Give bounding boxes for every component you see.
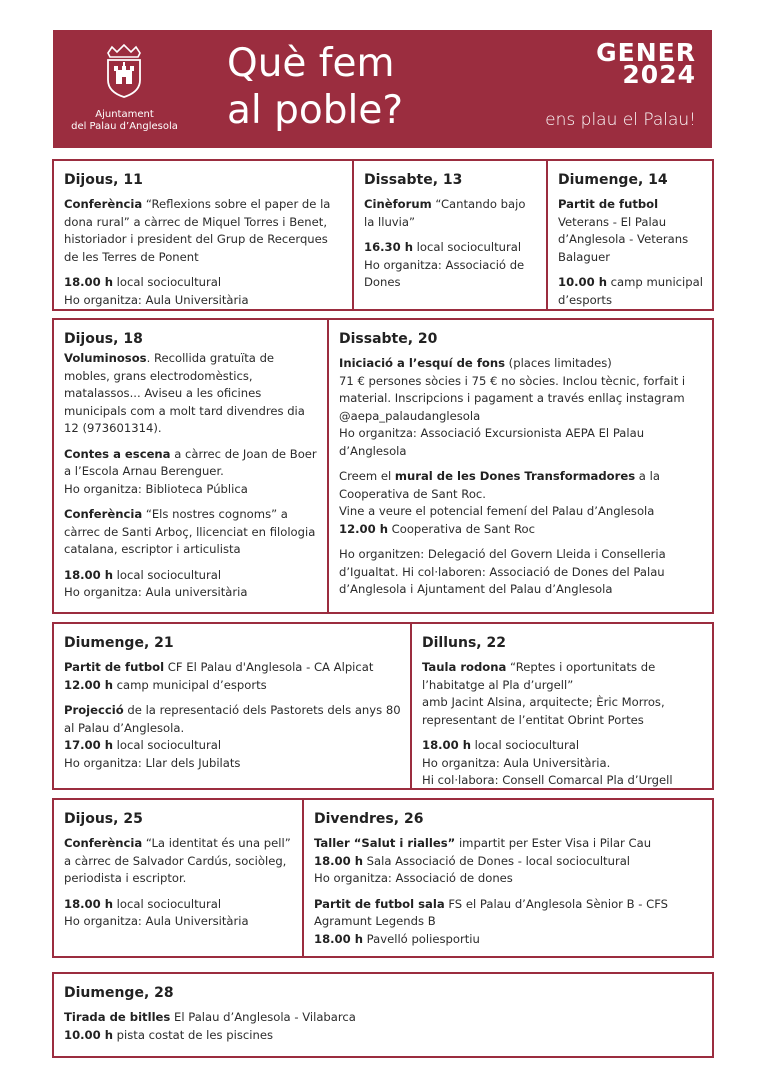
slogan: ens plau el Palau!	[545, 110, 696, 130]
event-text: Contes a escena a càrrec de Joan de Boer a l’Escola Arnau Berenguer. Ho organitza: Biblioteca Pública	[64, 446, 317, 496]
town-name-line2: del Palau d’Anglesola	[71, 121, 178, 132]
day-cell-thursday-18	[54, 320, 327, 612]
town-name	[57, 109, 192, 133]
day-heading: Diumenge, 14	[558, 172, 668, 188]
year-label: 2024	[622, 60, 696, 89]
title-line1: Què fem	[227, 41, 395, 86]
day-heading: Dissabte, 13	[364, 172, 463, 188]
town-crest-icon	[103, 44, 145, 98]
day-cell-sunday-14	[548, 161, 714, 309]
week-row-4	[52, 798, 714, 958]
event-details: 18.00 h local sociocultural Ho organitza: Aula universitària	[64, 567, 248, 599]
day-heading: Dissabte, 20	[339, 331, 438, 347]
event-text: Partit de futbol sala FS el Palau d’Anglesola Sènior B - CFS Agramunt Legends B 18.00 h Pavelló poliesportiu	[314, 896, 669, 946]
event-text: Taller “Salut i rialles” impartit per Ester Visa i Pilar Cau 18.00 h Sala Associació de Dones - local sociocultural Ho organitza: Associació de dones	[314, 836, 652, 885]
event-text: Creem el mural de les Dones Transformadores a la Cooperativa de Sant Roc. Vine a veure el potencial femení del Palau d’Anglesola 12.00 h Cooperativa de Sant Roc	[339, 469, 660, 536]
event-details: 10.00 h camp municipal d’esports	[558, 275, 703, 307]
day-cell-saturday-20	[329, 320, 714, 612]
event-text: Cinèforum “Cantando bajo la lluvia”	[364, 197, 526, 229]
event-organizers: Ho organitzen: Delegació del Govern Lleida i Conselleria d’Igualtat. Hi col·laboren: Associació de Dones del Palau d’Anglesola i Ajuntament del Palau d’Anglesola	[339, 547, 666, 596]
event-text: Iniciació a l’esquí de fons (places limitades) 71 € persones sòcies i 75 € no sòcies. Inclou tècnic, forfait i material. Inscripcions i pagament a través enllaç instagram @aepa_palaudanglesola Ho organitza: Associació Excursionista AEPA El Palau d’Anglesola	[339, 356, 686, 458]
day-heading: Diumenge, 28	[64, 985, 174, 1001]
day-heading: Diumenge, 21	[64, 635, 174, 651]
day-heading: Divendres, 26	[314, 811, 424, 827]
day-cell-sunday-21	[54, 624, 410, 788]
town-name-line1: Ajuntament	[95, 109, 154, 120]
day-heading: Dilluns, 22	[422, 635, 506, 651]
title-line2: al poble?	[227, 88, 404, 133]
event-text: Voluminosos. Recollida gratuïta de mobles, grans electrodomèstics, matalassos... Aviseu a les oficines municipals com a molt tard divendres dia 12 (973601314).	[64, 351, 305, 435]
day-cell-friday-26	[304, 800, 714, 956]
day-cell-thursday-11	[54, 161, 352, 309]
event-details: 18.00 h local sociocultural Ho organitza: Aula Universitària	[64, 896, 249, 928]
week-row-5	[52, 972, 714, 1058]
day-heading: Dijous, 25	[64, 811, 143, 827]
event-details: 18.00 h local sociocultural Ho organitza: Aula Universitària. Hi col·labora: Consell Comarcal Pla d’Urgell	[422, 738, 673, 787]
event-text: Conferència “Reflexions sobre el paper de la dona rural” a càrrec de Miquel Torres i Benet, historiador i president del Grup de Recerques de les Terres de Ponent	[64, 197, 331, 264]
header-banner	[53, 30, 712, 148]
day-heading: Dijous, 18	[64, 331, 143, 347]
day-cell-thursday-25	[54, 800, 302, 956]
event-details: 16.30 h local sociocultural Ho organitza: Associació de Dones	[364, 240, 525, 289]
page-title	[227, 40, 403, 134]
week-row-2	[52, 318, 714, 614]
day-heading: Dijous, 11	[64, 172, 143, 188]
event-text: Partit de futbol Veterans - El Palau d’Anglesola - Veterans Balaguer	[558, 197, 689, 264]
day-cell-saturday-13	[354, 161, 546, 309]
day-cell-sunday-28	[54, 974, 712, 1056]
week-row-3	[52, 622, 714, 790]
event-text: Tirada de bitlles El Palau d’Anglesola - Vilabarca 10.00 h pista costat de les piscines	[64, 1010, 356, 1042]
day-cell-monday-22	[412, 624, 714, 788]
month-year	[596, 38, 696, 89]
event-details: 18.00 h local sociocultural Ho organitza: Aula Universitària	[64, 275, 249, 307]
month-label: GENER	[596, 38, 696, 67]
event-text: Taula rodona “Reptes i oportunitats de l’habitatge al Pla d’urgell” amb Jacint Alsina, arquitecte; Èric Morros, representant de l’entitat Obrint Portes	[422, 660, 665, 727]
event-text: Conferència “Els nostres cognoms” a càrrec de Santi Arboç, llicenciat en filologia catalana, escriptor i articulista	[64, 507, 316, 556]
event-text: Projecció de la representació dels Pastorets dels anys 80 al Palau d’Anglesola. 17.00 h local sociocultural Ho organitza: Llar dels Jubilats	[64, 703, 401, 770]
event-text: Conferència “La identitat és una pell” a càrrec de Salvador Cardús, sociòleg, periodista i escriptor.	[64, 836, 291, 885]
week-row-1	[52, 159, 714, 311]
event-text: Partit de futbol CF El Palau d'Anglesola - CA Alpicat 12.00 h camp municipal d’esports	[64, 660, 374, 692]
